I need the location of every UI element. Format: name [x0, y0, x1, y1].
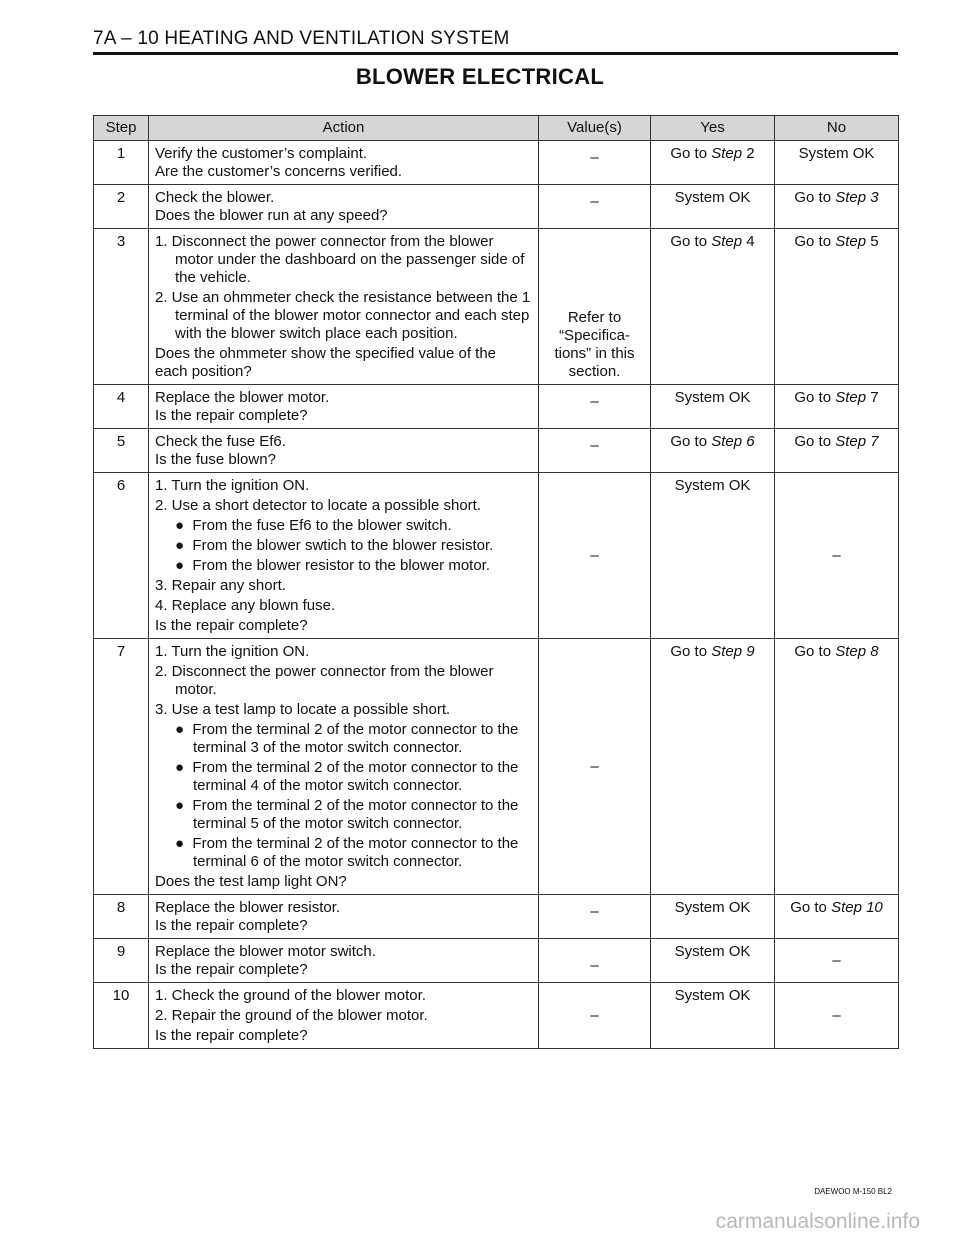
yes-text: Go to	[670, 433, 712, 450]
action-item: 1. Disconnect the power connector from the blower motor under the dashboard on the passenger side of the vehicle.	[155, 233, 525, 286]
action-cell	[149, 895, 539, 939]
action-item: 2. Use a short detector to locate a possible short.	[155, 497, 482, 514]
bullet-text: From the terminal 2 of the motor connector to the terminal 5 of the motor switch connector.	[192, 797, 519, 832]
page-header	[93, 28, 898, 55]
no-cell	[775, 385, 899, 429]
no-text: Go to	[794, 189, 836, 206]
table-row	[94, 429, 899, 473]
bullet-icon: ●	[175, 557, 193, 574]
action-question: Is the repair complete?	[155, 1027, 308, 1044]
action-question: Are the customer’s concerns verified.	[155, 163, 403, 180]
table-row	[94, 185, 899, 229]
yes-cell	[651, 429, 775, 473]
value-text: –	[590, 758, 599, 775]
value-cell	[539, 473, 651, 639]
table-header-row	[94, 116, 899, 141]
no-cell	[775, 141, 899, 185]
table-row	[94, 983, 899, 1049]
action-bullet	[155, 835, 532, 871]
no-cell	[775, 429, 899, 473]
yes-text: System OK	[674, 987, 751, 1004]
bullet-icon: ●	[175, 721, 193, 738]
page-title: BLOWER ELECTRICAL	[355, 64, 605, 89]
bullet-text: From the blower resistor to the blower motor.	[192, 557, 491, 574]
no-text: –	[832, 1007, 841, 1024]
value-cell	[539, 895, 651, 939]
action-item: 1. Check the ground of the blower motor.	[155, 987, 426, 1004]
col-header-no: No	[775, 116, 899, 141]
step-number: 10	[94, 983, 149, 1049]
table-row	[94, 141, 899, 185]
action-bullet	[155, 537, 532, 555]
bullet-text: From the terminal 2 of the motor connector to the terminal 4 of the motor switch connector.	[192, 759, 519, 794]
action-item: 2. Use an ohmmeter check the resistance between the 1 terminal of the blower motor connector and each step with the blower switch place each position.	[155, 289, 531, 342]
section-title: 7A – 10 HEATING AND VENTILATION SYSTEM	[93, 28, 510, 49]
action-cell	[149, 639, 539, 895]
action-text: Replace the blower motor switch.	[155, 943, 376, 960]
col-header-step: Step	[94, 116, 149, 141]
bullet-text: From the terminal 2 of the motor connector to the terminal 6 of the motor switch connector.	[192, 835, 519, 870]
action-cell	[149, 385, 539, 429]
step-number: 8	[94, 895, 149, 939]
table-row	[94, 639, 899, 895]
action-cell	[149, 141, 539, 185]
action-question: Does the test lamp light ON?	[155, 873, 347, 890]
no-step-ref: Step	[835, 233, 867, 250]
diagnostic-table	[93, 115, 899, 1049]
step-number: 4	[94, 385, 149, 429]
yes-cell	[651, 385, 775, 429]
table-row	[94, 229, 899, 385]
value-text: –	[590, 193, 599, 210]
action-bullet	[155, 517, 532, 535]
action-cell	[149, 429, 539, 473]
action-cell	[149, 473, 539, 639]
yes-step-ref: Step	[711, 233, 743, 250]
action-question: Is the fuse blown?	[155, 451, 276, 468]
no-cell	[775, 185, 899, 229]
table-row	[94, 895, 899, 939]
no-cell	[775, 473, 899, 639]
no-text: –	[832, 547, 841, 564]
no-step-ref: Step 3	[835, 189, 879, 206]
action-question: Does the blower run at any speed?	[155, 207, 388, 224]
value-cell	[539, 385, 651, 429]
step-number: 9	[94, 939, 149, 983]
value-text: Refer to “Specifica- tions” in this section.	[554, 309, 635, 380]
value-text: –	[590, 903, 599, 920]
no-text: Go to	[794, 389, 836, 406]
value-cell	[539, 141, 651, 185]
action-bullet	[155, 557, 532, 575]
value-text: –	[590, 393, 599, 410]
no-step-num: 7	[866, 389, 879, 406]
no-cell	[775, 983, 899, 1049]
action-item: 3. Repair any short.	[155, 577, 286, 594]
action-cell	[149, 983, 539, 1049]
bullet-icon: ●	[175, 537, 193, 554]
step-number: 5	[94, 429, 149, 473]
no-text: System OK	[798, 145, 875, 162]
action-cell	[149, 939, 539, 983]
col-header-action: Action	[149, 116, 539, 141]
no-text: Go to	[794, 233, 836, 250]
action-text: Check the fuse Ef6.	[155, 433, 286, 450]
value-text: –	[590, 149, 599, 166]
table-row	[94, 473, 899, 639]
bullet-icon: ●	[175, 835, 193, 852]
step-number: 1	[94, 141, 149, 185]
action-bullet	[155, 797, 532, 833]
action-question: Is the repair complete?	[155, 617, 308, 634]
no-step-ref: Step 7	[835, 433, 879, 450]
bullet-text: From the terminal 2 of the motor connector to the terminal 3 of the motor switch connector.	[192, 721, 519, 756]
value-cell	[539, 983, 651, 1049]
table-row	[94, 939, 899, 983]
yes-text: Go to	[670, 643, 712, 660]
value-cell	[539, 185, 651, 229]
action-text: Verify the customer’s complaint.	[155, 145, 368, 162]
action-item: 2. Disconnect the power connector from the blower motor.	[155, 663, 494, 698]
yes-text: System OK	[674, 943, 751, 960]
step-number: 3	[94, 229, 149, 385]
value-text: –	[590, 437, 599, 454]
bullet-icon: ●	[175, 517, 193, 534]
yes-cell	[651, 895, 775, 939]
yes-text: System OK	[674, 899, 751, 916]
yes-cell	[651, 983, 775, 1049]
no-step-ref: Step	[835, 389, 867, 406]
action-question: Does the ohmmeter show the specified value of the each position?	[155, 345, 497, 380]
no-text: Go to	[790, 899, 832, 916]
no-text: Go to	[794, 433, 836, 450]
col-header-yes: Yes	[651, 116, 775, 141]
action-item: 4. Replace any blown fuse.	[155, 597, 336, 614]
step-number: 6	[94, 473, 149, 639]
no-cell	[775, 229, 899, 385]
no-cell	[775, 639, 899, 895]
action-question: Is the repair complete?	[155, 407, 308, 424]
yes-text: Go to	[670, 233, 712, 250]
action-item: 1. Turn the ignition ON.	[155, 643, 310, 660]
bullet-icon: ●	[175, 797, 193, 814]
yes-cell	[651, 939, 775, 983]
no-cell	[775, 939, 899, 983]
action-text: Replace the blower motor.	[155, 389, 330, 406]
yes-cell	[651, 639, 775, 895]
yes-text: System OK	[674, 189, 751, 206]
yes-step-ref: Step 9	[711, 643, 755, 660]
value-cell	[539, 639, 651, 895]
yes-cell	[651, 473, 775, 639]
no-step-num: 5	[866, 233, 879, 250]
action-question: Is the repair complete?	[155, 917, 308, 934]
action-bullet	[155, 721, 532, 757]
action-bullet	[155, 759, 532, 795]
action-question: Is the repair complete?	[155, 961, 308, 978]
value-cell	[539, 939, 651, 983]
no-text: Go to	[794, 643, 836, 660]
col-header-values: Value(s)	[539, 116, 651, 141]
value-cell	[539, 429, 651, 473]
yes-text: System OK	[674, 389, 751, 406]
yes-step-num: 2	[742, 145, 755, 162]
action-text: Replace the blower resistor.	[155, 899, 341, 916]
action-item: 2. Repair the ground of the blower motor.	[155, 1007, 428, 1024]
step-number: 2	[94, 185, 149, 229]
action-cell	[149, 229, 539, 385]
value-text: –	[590, 957, 599, 974]
watermark: carmanualsonline.info	[715, 1210, 920, 1233]
action-item: 1. Turn the ignition ON.	[155, 477, 310, 494]
yes-step-ref: Step 6	[711, 433, 755, 450]
yes-text: Go to	[670, 145, 712, 162]
no-step-ref: Step 8	[835, 643, 879, 660]
action-item: 3. Use a test lamp to locate a possible short.	[155, 701, 451, 718]
no-text: –	[832, 952, 841, 969]
document-code: DAEWOO M-150 BL2	[814, 1187, 892, 1196]
no-cell	[775, 895, 899, 939]
yes-step-ref: Step	[711, 145, 743, 162]
yes-step-num: 4	[742, 233, 755, 250]
action-cell	[149, 185, 539, 229]
bullet-text: From the fuse Ef6 to the blower switch.	[192, 517, 452, 534]
no-step-ref: Step 10	[831, 899, 883, 916]
bullet-icon: ●	[175, 759, 193, 776]
value-text: –	[590, 547, 599, 564]
value-text: –	[590, 1007, 599, 1024]
yes-cell	[651, 185, 775, 229]
bullet-text: From the blower swtich to the blower resistor.	[192, 537, 494, 554]
value-cell	[539, 229, 651, 385]
yes-cell	[651, 229, 775, 385]
yes-cell	[651, 141, 775, 185]
step-number: 7	[94, 639, 149, 895]
action-text: Check the blower.	[155, 189, 275, 206]
yes-text: System OK	[674, 477, 751, 494]
table-row	[94, 385, 899, 429]
